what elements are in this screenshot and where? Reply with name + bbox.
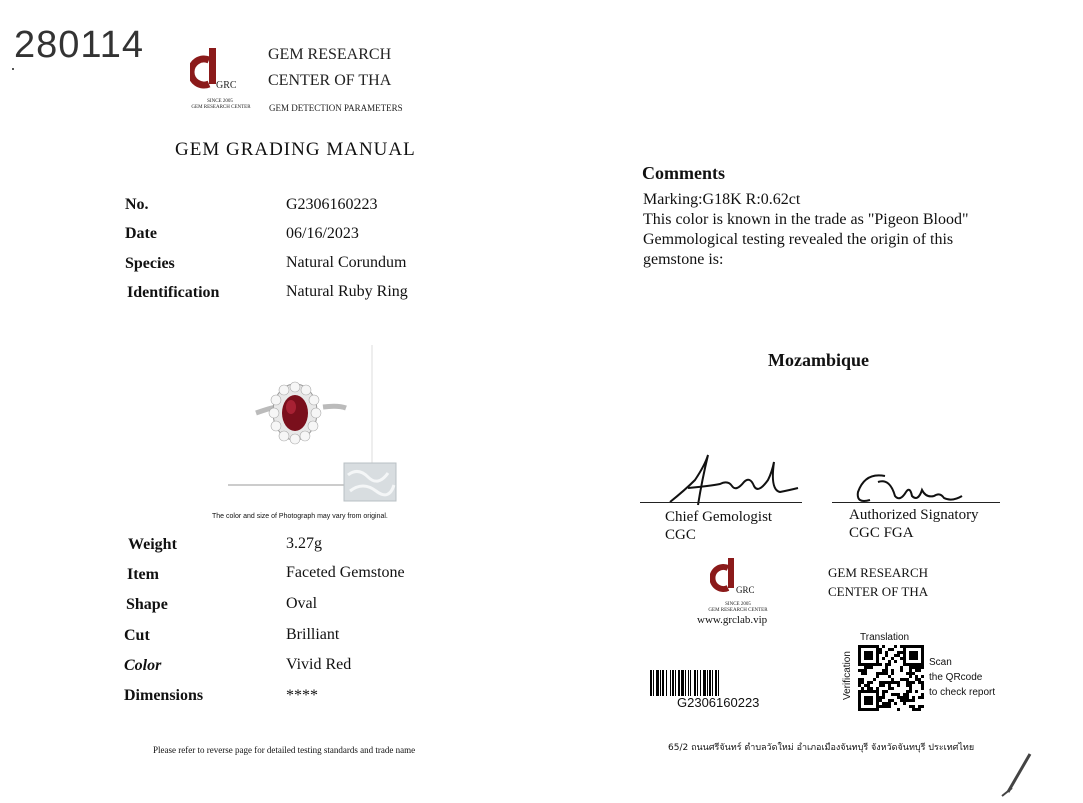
pen-mark-icon <box>1000 752 1040 798</box>
qr-module <box>891 687 894 690</box>
qr-code-icon <box>858 645 924 711</box>
barcode-bar <box>718 670 719 696</box>
qr-module <box>912 708 915 711</box>
qr-module <box>921 684 924 687</box>
barcode-bar <box>715 670 717 696</box>
barcode-bar <box>675 670 676 696</box>
qr-module <box>900 666 903 669</box>
qr-module <box>861 687 864 690</box>
qr-module <box>918 669 921 672</box>
qr-module <box>909 705 912 708</box>
qr-module <box>903 696 906 699</box>
qr-module <box>885 690 888 693</box>
qr-module <box>897 681 900 684</box>
field-label-cut: Cut <box>124 627 150 644</box>
qr-module <box>921 687 924 690</box>
comment-line: gemstone is: <box>643 251 724 268</box>
field-label-no: No. <box>125 196 149 213</box>
qr-module <box>885 669 888 672</box>
qr-module <box>894 654 897 657</box>
qr-module <box>900 651 903 654</box>
qr-module <box>915 708 918 711</box>
qr-module <box>906 684 909 687</box>
footer-note-left: Please refer to reverse page for detailed testing standards and trade name <box>153 745 416 755</box>
qr-module <box>918 708 921 711</box>
qr-module <box>879 684 882 687</box>
pen-mark <box>1000 752 1040 798</box>
qr-module <box>891 681 894 684</box>
qr-module <box>879 651 882 654</box>
qr-module <box>882 696 885 699</box>
qr-module <box>888 702 891 705</box>
qr-module <box>903 699 906 702</box>
qr-module <box>915 666 918 669</box>
manual-title: GEM GRADING MANUAL <box>175 139 416 160</box>
qr-module <box>867 681 870 684</box>
qr-module <box>867 666 870 669</box>
logo-abbr: GRC <box>216 80 237 91</box>
qr-verification-label: Verification <box>842 651 853 700</box>
comments-title: Comments <box>642 163 725 183</box>
qr-module <box>858 678 861 681</box>
barcode-bar <box>681 670 684 696</box>
qr-module <box>882 657 885 660</box>
qr-module <box>900 669 903 672</box>
qr-module <box>894 693 897 696</box>
field-label-item: Item <box>127 566 159 583</box>
signature-line-left <box>640 502 802 503</box>
qr-module <box>888 648 891 651</box>
qr-module <box>900 657 903 660</box>
qr-module <box>891 672 894 675</box>
qr-scan-line1: Scan <box>929 657 952 668</box>
qr-module <box>885 666 888 669</box>
qr-module <box>909 672 912 675</box>
qr-module <box>891 657 894 660</box>
qr-module <box>912 699 915 702</box>
signature-scribble-right <box>840 462 1010 512</box>
qr-module <box>888 687 891 690</box>
barcode-bar <box>712 670 713 696</box>
qr-module <box>912 666 915 669</box>
qr-module <box>906 678 909 681</box>
field-label-color: Color <box>124 657 162 674</box>
field-value-color: Vivid Red <box>286 656 352 673</box>
qr-module <box>909 651 918 660</box>
qr-module <box>921 693 924 696</box>
authorized-signature <box>840 462 1010 512</box>
qr-module <box>915 675 918 678</box>
qr-module <box>909 681 912 684</box>
qr-module <box>882 645 885 648</box>
qr-module <box>891 669 894 672</box>
qr-module <box>885 651 888 654</box>
field-value-species: Natural Corundum <box>286 254 407 271</box>
signature-scribble-left <box>640 450 810 510</box>
qr-module <box>864 696 873 705</box>
field-label-weight: Weight <box>128 536 177 553</box>
qr-module <box>894 681 897 684</box>
qr-module <box>909 669 912 672</box>
qr-module <box>897 708 900 711</box>
qr-module <box>909 675 912 678</box>
field-label-identification: Identification <box>127 284 220 301</box>
comment-line: Gemmological testing revealed the origin of this <box>643 231 954 248</box>
qr-module <box>912 681 915 684</box>
field-label-dimensions: Dimensions <box>124 687 204 704</box>
field-value-shape: Oval <box>286 595 318 612</box>
qr-module <box>918 705 921 708</box>
qr-module <box>879 663 882 666</box>
barcode-bar <box>660 670 661 696</box>
barcode-bar <box>690 670 691 696</box>
field-value-item: Faceted Gemstone <box>286 564 405 581</box>
qr-module <box>879 705 882 708</box>
qr-module <box>882 669 885 672</box>
qr-module <box>861 669 864 672</box>
qr-module <box>906 672 909 675</box>
qr-module <box>921 675 924 678</box>
logo2-title-line2: CENTER OF THA <box>828 584 929 599</box>
qr-module <box>921 705 924 708</box>
qr-module <box>909 684 912 687</box>
qr-module <box>921 681 924 684</box>
authorized-signatory-title: Authorized Signatory <box>849 507 979 523</box>
website-url: www.grclab.vip <box>697 614 768 626</box>
barcode-bar <box>653 670 654 696</box>
barcode-bar <box>670 670 671 696</box>
qr-module <box>921 696 924 699</box>
logo-bottom-abbr: GRC <box>736 585 755 595</box>
qr-module <box>870 666 873 669</box>
qr-module <box>864 651 873 660</box>
qr-module <box>882 681 885 684</box>
logo-subtitle: GEM DETECTION PARAMETERS <box>269 103 403 113</box>
logo-since: SINCE 2005 <box>207 99 233 104</box>
barcode-bar <box>662 670 664 696</box>
qr-module <box>888 684 891 687</box>
barcode-bar <box>685 670 686 696</box>
qr-module <box>912 705 915 708</box>
qr-module <box>897 696 900 699</box>
qr-module <box>885 702 888 705</box>
authorized-signatory-org: CGC FGA <box>849 525 914 541</box>
qr-module <box>897 684 900 687</box>
qr-module <box>900 696 903 699</box>
qr-module <box>915 690 918 693</box>
qr-module <box>906 690 909 693</box>
qr-module <box>861 672 864 675</box>
qr-module <box>912 696 915 699</box>
qr-module <box>909 666 912 669</box>
photo-caption: The color and size of Photograph may vary from original. <box>212 513 388 520</box>
qr-module <box>921 666 924 669</box>
qr-module <box>900 699 903 702</box>
qr-module <box>891 648 894 651</box>
qr-module <box>858 681 861 684</box>
origin-country: Mozambique <box>768 350 869 370</box>
qr-module <box>858 684 861 687</box>
qr-module <box>882 690 885 693</box>
comment-line: This color is known in the trade as "Pigeon Blood" <box>643 211 969 228</box>
qr-module <box>858 669 861 672</box>
qr-module <box>861 681 864 684</box>
qr-module <box>879 699 882 702</box>
qr-module <box>864 684 867 687</box>
logo-bottom-since: SINCE 2005 <box>725 602 751 607</box>
qr-module <box>900 678 903 681</box>
qr-module <box>879 672 882 675</box>
qr-module <box>864 666 867 669</box>
barcode-bar <box>672 670 674 696</box>
qr-module <box>903 702 906 705</box>
chief-gemologist-title: Chief Gemologist <box>665 509 773 525</box>
logo-bottom-center: GEM RESEARCH CENTER <box>708 608 768 613</box>
qr-module <box>891 693 894 696</box>
field-value-dimensions: **** <box>286 687 318 704</box>
signature-line-right <box>832 502 1000 503</box>
qr-module <box>894 702 897 705</box>
qr-module <box>885 654 888 657</box>
barcode-bar <box>709 670 711 696</box>
field-value-no: G2306160223 <box>286 196 378 213</box>
logo-title-line2: CENTER OF THA <box>268 72 392 89</box>
qr-module <box>882 684 885 687</box>
qr-module <box>891 699 894 702</box>
field-value-cut: Brilliant <box>286 626 340 643</box>
comment-line: Marking:G18K R:0.62ct <box>643 191 801 208</box>
qr-module <box>885 705 888 708</box>
qr-module <box>888 699 891 702</box>
qr-module <box>864 672 867 675</box>
qr-module <box>888 660 891 663</box>
barcode-bar <box>666 670 667 696</box>
barcode-bar <box>656 670 659 696</box>
qr-module <box>900 645 903 648</box>
qr-module <box>918 678 921 681</box>
qr-module <box>879 696 882 699</box>
qr-module <box>888 705 891 708</box>
qr-module <box>873 678 876 681</box>
dot-mark <box>12 68 14 70</box>
qr-scan-line3: to check report <box>929 687 996 698</box>
qr-module <box>876 687 879 690</box>
qr-module <box>870 687 873 690</box>
qr-module <box>897 651 900 654</box>
qr-module <box>876 672 879 675</box>
qr-module <box>885 681 888 684</box>
qr-module <box>906 696 909 699</box>
qr-module <box>864 669 867 672</box>
logo2-title-line1: GEM RESEARCH <box>828 565 929 580</box>
qr-module <box>885 663 888 666</box>
qr-module <box>915 669 918 672</box>
barcode-bar <box>694 670 696 696</box>
qr-module <box>909 687 912 690</box>
qr-module <box>870 681 873 684</box>
qr-module <box>897 654 900 657</box>
barcode-bar <box>697 670 698 696</box>
qr-module <box>882 672 885 675</box>
qr-module <box>912 672 915 675</box>
qr-module <box>891 678 894 681</box>
qr-translation-label: Translation <box>860 632 910 643</box>
logo-title-line1: GEM RESEARCH <box>268 46 392 63</box>
qr-module <box>867 687 870 690</box>
barcode-bar <box>707 670 708 696</box>
qr-module <box>882 705 885 708</box>
barcode-bar <box>688 670 689 696</box>
qr-module <box>909 690 912 693</box>
qr-module <box>915 678 918 681</box>
footer-address: 65/2 ถนนศรีจันทร์ ตำบลวัดใหม่ อำเภอเมืองจันทบุรี จังหวัดจันทบุรี ประเทศไทย <box>668 743 975 753</box>
qr-module <box>888 663 891 666</box>
qr-module <box>906 681 909 684</box>
qr-module <box>918 696 921 699</box>
qr-module <box>879 648 882 651</box>
qr-module <box>918 666 921 669</box>
field-value-identification: Natural Ruby Ring <box>286 283 408 300</box>
qr-module <box>882 693 885 696</box>
chief-signature <box>640 450 810 510</box>
qr-scan-line2: the QRcode <box>929 672 983 683</box>
ruby-ring-photo <box>228 345 408 510</box>
gem-photo <box>228 345 408 510</box>
chief-gemologist-org: CGC <box>665 527 696 543</box>
field-label-shape: Shape <box>126 596 168 613</box>
qr-module <box>897 693 900 696</box>
qr-module <box>906 699 909 702</box>
barcode-bars <box>650 670 790 696</box>
logo-center-name: GEM RESEARCH CENTER <box>191 105 251 110</box>
qr-module <box>894 660 897 663</box>
field-label-date: Date <box>125 225 157 242</box>
field-value-weight: 3.27g <box>286 535 322 552</box>
qr-module <box>879 681 882 684</box>
barcode-bar <box>703 670 706 696</box>
qr-module <box>867 684 870 687</box>
qr-code[interactable] <box>858 645 924 711</box>
barcode-bar <box>678 670 680 696</box>
document-number-stamp: 280114 <box>14 24 144 66</box>
qr-module <box>882 702 885 705</box>
barcode <box>650 670 790 696</box>
qr-module <box>903 693 906 696</box>
qr-module <box>909 699 912 702</box>
barcode-bar <box>700 670 701 696</box>
qr-module <box>918 681 921 684</box>
qr-module <box>888 681 891 684</box>
qr-module <box>876 675 879 678</box>
qr-module <box>861 678 864 681</box>
field-label-species: Species <box>125 255 175 272</box>
qr-module <box>885 672 888 675</box>
field-value-date: 06/16/2023 <box>286 225 359 242</box>
qr-module <box>888 675 891 678</box>
barcode-number: G2306160223 <box>677 695 760 710</box>
qr-module <box>903 678 906 681</box>
qr-module <box>894 645 897 648</box>
qr-module <box>906 693 909 696</box>
barcode-bar <box>650 670 652 696</box>
